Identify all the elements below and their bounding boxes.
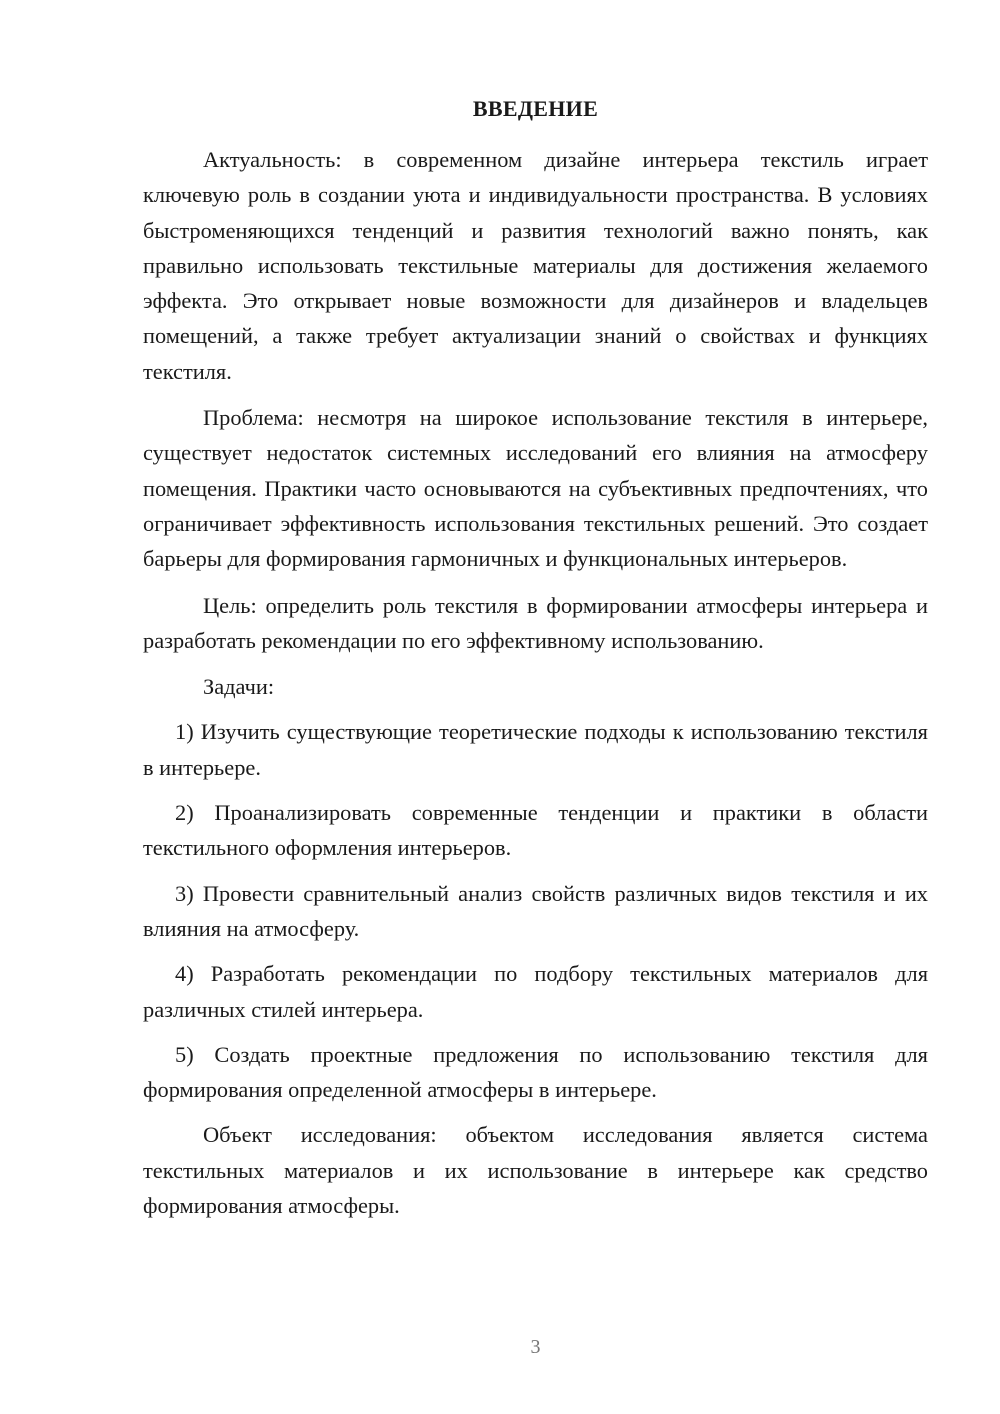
task-item: 3) Провести сравнительный анализ свойств различных видов текстиля и их влияния на атмосферу. (143, 880, 928, 941)
page-number: 3 (530, 1336, 541, 1358)
task-item: 5) Создать проектные предложения по использованию текстиля для формирования определенной атмосферы в интерьере. (143, 1041, 928, 1103)
paragraph-relevance: Актуальность: в современном дизайне интерьера текстиль играет ключевую роль в создании уюта и индивидуальности пространства. В условиях быстроменяющихся тенденций и развития технологий важно понять, как правильно использовать текстильные материалы для достижения желаемого эффекта. Это открывает новые возможности для дизайнеров и владельцев помещений, а также требует актуализации знаний о свойствах и функциях текстиля. (143, 147, 928, 384)
task-item: 4) Разработать рекомендации по подбору текстильных материалов для различных стилей интерьера. (143, 961, 928, 1022)
paragraph-problem: Проблема: несмотря на широкое использование текстиля в интерьере, существует недостаток системных исследований его влияния на атмосферу помещения. Практики часто основываются на субъективных предпочтениях, что ограничивает эффективность использования текстильных решений. Это создает барьеры для формирования гармоничных и функциональных интерьеров. (143, 405, 928, 572)
paragraph-object: Объект исследования: объектом исследования является система текстильных материалов и их использование в интерьере как средство формирования атмосферы. (143, 1122, 928, 1219)
document-body (143, 142, 928, 1234)
paragraph-goal: Цель: определить роль текстиля в формировании атмосферы интерьера и разработать рекомендации по его эффективному использованию. (143, 592, 928, 653)
section-title: ВВЕДЕНИЕ (472, 96, 599, 121)
task-item: 1) Изучить существующие теоретические подходы к использованию текстиля в интерьере. (143, 719, 928, 780)
task-item: 2) Проанализировать современные тенденции и практики в области текстильного оформления интерьеров. (143, 800, 928, 861)
tasks-heading: Задачи: (203, 674, 275, 700)
